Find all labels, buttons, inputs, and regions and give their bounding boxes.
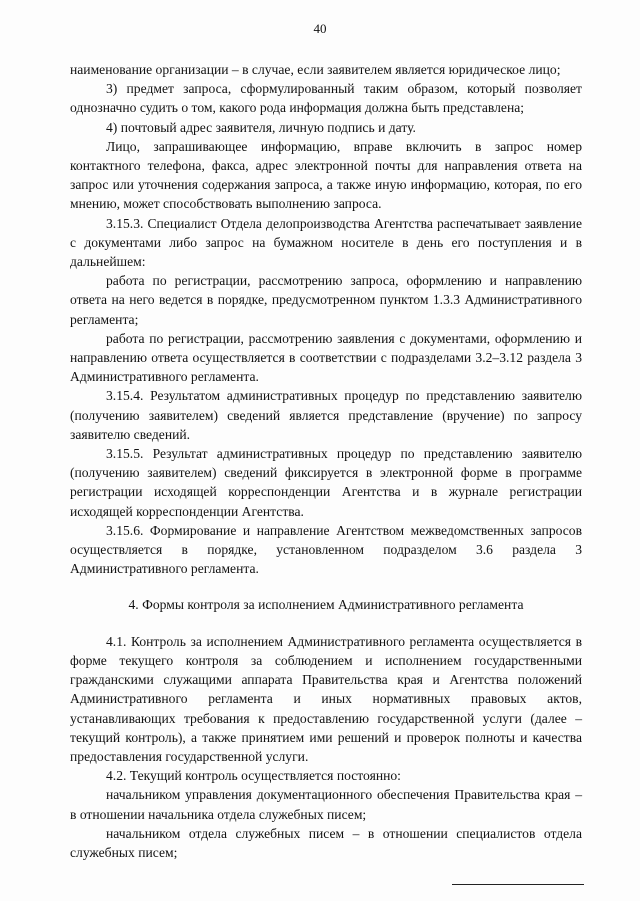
- paragraph: 4.2. Текущий контроль осуществляется постоянно:: [106, 768, 401, 784]
- paragraph: работа по регистрации, рассмотрению заявления с документами, оформлению и направлению ответа осуществляется в соответствии с подразделами 3.2–3.12 раздела 3 Административного регламента.: [70, 330, 582, 385]
- paragraph: 4) почтовый адрес заявителя, личную подпись и дату.: [106, 119, 416, 135]
- footer-rule: [452, 884, 584, 885]
- paragraph: Лицо, запрашивающее информацию, вправе включить в запрос номер контактного телефона, факса, адрес электронной почты для направления ответа на запрос или уточнения содержания запроса, а также иную информацию, которая, по его мнению, может способствовать выполнению запроса.: [70, 138, 582, 212]
- paragraph: наименование организации – в случае, если заявителем является юридическое лицо;: [70, 62, 561, 77]
- paragraph: работа по регистрации, рассмотрению запроса, оформлению и направлению ответа на него ведется в порядке, предусмотренном пунктом 1.3.3 Административного регламента;: [70, 273, 582, 327]
- paragraph: 3.15.4. Результатом административных процедур по представлению заявителю (получению заявителем) сведений является представление (вручение) по запросу заявителю сведений.: [70, 388, 582, 442]
- section-heading: 4. Формы контроля за исполнением Административного регламента: [128, 597, 524, 613]
- paragraph: начальником отдела служебных писем – в отношении специалистов отдела служебных писем;: [70, 825, 582, 860]
- document-body: [70, 60, 582, 862]
- paragraph: 4.1. Контроль за исполнением Административного регламента осуществляется в форме текущего контроля за соблюдением и исполнением государственными гражданскими служащими аппарата Правительства края и Агентства положений Административного регламента и иных нормативных правовых актов, устанавливающих требования к предоставлению государственной услуги (далее – текущий контроль), а также принятием ими решений и проверок полноты и качества предоставления государственной услуги.: [70, 633, 582, 764]
- paragraph: 3.15.6. Формирование и направление Агентством межведомственных запросов осуществляется в порядке, установленном подразделом 3.6 раздела 3 Административного регламента.: [70, 522, 582, 577]
- paragraph: 3.15.3. Специалист Отдела делопроизводства Агентства распечатывает заявление с документами либо запрос на бумажном носителе в день его поступления и в дальнейшем:: [70, 215, 582, 270]
- page-number: 40: [313, 21, 327, 36]
- paragraph: начальником управления документационного обеспечения Правительства края – в отношении начальника отдела служебных писем;: [70, 787, 582, 822]
- paragraph: 3.15.5. Результат административных процедур по представлению заявителю (получению заявителем) сведений фиксируется в электронной форме в программе регистрации исходящей корреспонденции Агентства и в журнале регистрации исходящей корреспонденции Агентства.: [70, 446, 582, 519]
- paragraph: 3) предмет запроса, сформулированный таким образом, который позволяет однозначно судить о том, какого рода информация должна быть представлена;: [70, 81, 582, 116]
